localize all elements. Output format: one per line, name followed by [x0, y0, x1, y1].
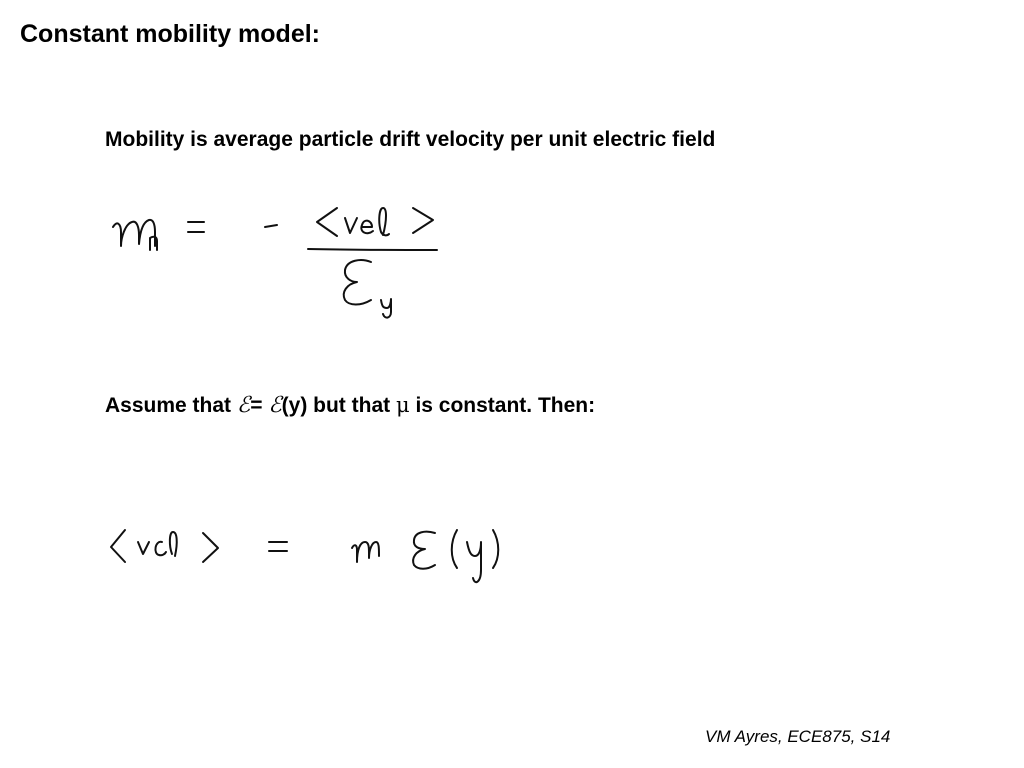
field-symbol: ℰ: [236, 393, 251, 418]
mobility-definition-text: Mobility is average particle drift velocity per unit electric field: [105, 128, 716, 151]
assume-part3: is constant. Then:: [409, 394, 596, 417]
footer-credit: VM Ayres, ECE875, S14: [705, 727, 891, 746]
assume-equals: =: [250, 394, 269, 417]
assume-part1: Assume that: [105, 394, 237, 417]
slide-title: Constant mobility model:: [20, 20, 320, 48]
handwritten-velocity-equation: [105, 520, 510, 595]
assume-part2: (y) but that: [281, 394, 396, 417]
handwritten-mobility-equation: [105, 200, 450, 325]
mu-symbol: μ: [395, 393, 410, 417]
field-symbol: ℰ: [268, 393, 282, 418]
assumption-text: [105, 393, 595, 418]
